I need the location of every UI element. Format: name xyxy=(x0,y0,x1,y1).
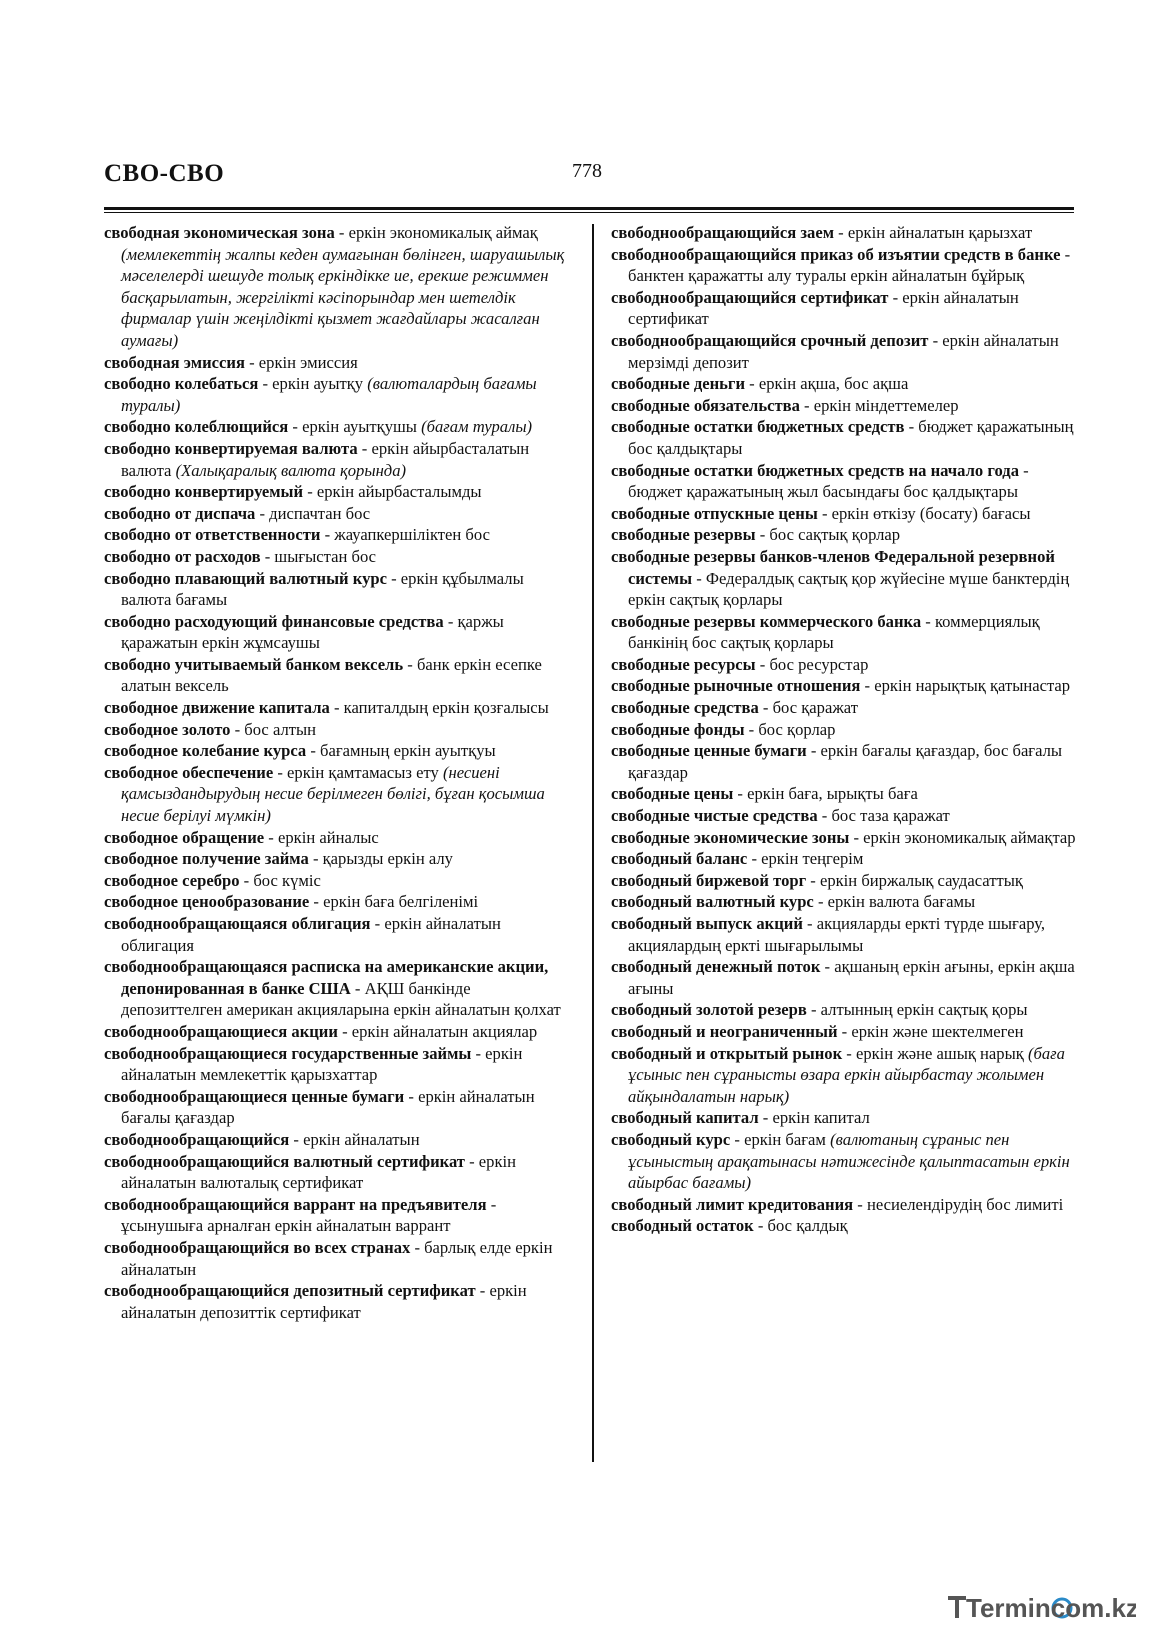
dictionary-entry xyxy=(104,913,572,956)
dictionary-entry xyxy=(611,1043,1079,1108)
entry-definition: - еркін айналатын қарызхат xyxy=(834,223,1033,242)
entry-definition: - ақшаның еркін ағыны, еркін ақша ағыны xyxy=(628,957,1075,998)
entry-term: свободный и открытый рынок xyxy=(611,1043,843,1063)
entry-term: свободно расходующий финансовые средства xyxy=(104,611,444,631)
dictionary-entry xyxy=(611,913,1079,956)
dictionary-entry xyxy=(104,697,572,719)
entry-definition: - еркін міндеттемелер xyxy=(799,395,959,415)
entry-definition: - еркін капитал xyxy=(758,1108,870,1128)
page-header-section: СВО-СВО xyxy=(104,160,225,187)
entry-definition: - еркін айырбасталатын валюта xyxy=(121,438,530,480)
entry-definition: - еркін айналыс xyxy=(264,827,379,847)
entry-definition: - еркін айналатын сертификат xyxy=(628,287,1019,329)
entry-term: свободные ценные бумаги xyxy=(611,741,807,761)
entry-term: свободнообращающийся заем xyxy=(611,223,835,242)
entry-definition: - еркін ауытқушы xyxy=(288,417,422,437)
entry-term: свободно от диспача xyxy=(104,503,256,523)
entry-term: свободный валютный курс xyxy=(611,892,814,912)
dictionary-entry xyxy=(104,740,572,762)
entry-definition: - банк еркін есепке алатын вексель xyxy=(121,654,542,696)
dictionary-entry xyxy=(611,783,1079,805)
column-divider xyxy=(592,224,594,1462)
entry-term: свободный золотой резерв xyxy=(611,1000,807,1020)
dictionary-entry xyxy=(611,1021,1079,1043)
entry-term: свободное обеспечение xyxy=(104,762,274,782)
dictionary-entry xyxy=(611,827,1079,849)
dictionary-entry xyxy=(104,870,572,892)
dictionary-entry xyxy=(104,762,572,827)
entry-definition: - шығыстан бос xyxy=(260,546,377,566)
entry-term: свободнообращающиеся ценные бумаги xyxy=(104,1086,405,1106)
entry-definition: - қаржы қаражатын еркін жұмсаушы xyxy=(121,611,504,653)
dictionary-entry xyxy=(611,373,1079,395)
entry-term: свободные фонды xyxy=(611,719,745,739)
dictionary-entry xyxy=(611,848,1079,870)
entry-term: свободнообращающаяся расписка на американские акции, депонированная в банке США xyxy=(104,957,549,998)
entry-definition: - бюджет қаражатының жыл басындағы бос қалдықтары xyxy=(628,460,1029,502)
dictionary-entry xyxy=(104,352,572,374)
dictionary-entry xyxy=(104,1151,572,1194)
dictionary-entry xyxy=(611,891,1079,913)
entry-term: свободный денежный поток xyxy=(611,957,821,977)
entry-term: свободно колебаться xyxy=(104,374,259,394)
entry-term: свободные резервы банков-членов Федеральной резервной системы xyxy=(611,546,1055,588)
entry-definition: - акцияларды еркті түрде шығару, акциялардың еркті шығарылымы xyxy=(628,914,1046,955)
entry-definition: - диспачтан бос xyxy=(255,503,371,523)
dictionary-entry xyxy=(104,438,572,481)
entry-definition: - бос қаражат xyxy=(758,698,858,718)
entry-definition: - еркін валюта бағамы xyxy=(813,892,976,912)
entry-definition: - еркін айналатын депозиттік сертификат xyxy=(121,1281,527,1322)
dictionary-entry xyxy=(611,395,1079,417)
entry-definition: - бос қалдық xyxy=(753,1216,848,1236)
entry-definition: - коммерциялық банкінің бос сақтық қорлары xyxy=(628,611,1040,653)
entry-definition: - еркін бағалы қағаздар, бос бағалы қағаздар xyxy=(628,741,1063,782)
dictionary-entry xyxy=(104,546,572,568)
entry-note: (валюталардың бағамы туралы) xyxy=(121,374,537,415)
entry-term: свободнообращающаяся облигация xyxy=(104,914,371,933)
entry-term: свободное ценообразование xyxy=(104,892,310,912)
entry-term: свободнообращающийся сертификат xyxy=(611,287,889,307)
dictionary-entry xyxy=(611,805,1079,827)
entry-definition: - еркін ақша, бос ақша xyxy=(745,374,909,394)
dictionary-entry xyxy=(611,244,1079,287)
dictionary-entry xyxy=(104,827,572,849)
dictionary-entry xyxy=(611,330,1079,373)
dictionary-entry xyxy=(104,611,572,654)
entry-term: свободный выпуск акций xyxy=(611,914,803,933)
entry-term: свободнообращающийся депозитный сертификат xyxy=(104,1281,476,1301)
entry-term: свободный биржевой торг xyxy=(611,870,807,890)
entry-term: свободное золото xyxy=(104,719,231,739)
entry-term: свободные чистые средства xyxy=(611,806,818,826)
entry-term: свободнообращающийся во всех странах xyxy=(104,1237,411,1257)
entry-definition: - еркін құбылмалы валюта бағамы xyxy=(121,568,524,610)
entry-definition: - банктен қаражатты алу туралы еркін айналатын бұйрық xyxy=(628,244,1071,286)
dictionary-entry xyxy=(611,956,1079,999)
entry-term: свободный капитал xyxy=(611,1108,759,1128)
entry-term: свободнообращающийся приказ об изъятии средств в банке xyxy=(611,244,1061,264)
entry-definition: - еркін баға белгіленімі xyxy=(309,892,479,912)
dictionary-entry xyxy=(611,524,1079,546)
dictionary-entry xyxy=(104,1194,572,1237)
entry-definition: - еркін экономикалық аймақтар xyxy=(849,827,1076,847)
entry-term: свободная эмиссия xyxy=(104,352,245,372)
entry-definition: - еркін баға, ырықты баға xyxy=(733,784,918,804)
entry-term: свободно колеблющийся xyxy=(104,417,289,437)
dictionary-entry xyxy=(104,654,572,697)
right-column xyxy=(611,222,1079,1237)
dictionary-entry xyxy=(104,1129,572,1151)
header-rule-thin xyxy=(104,212,1074,213)
entry-definition: - еркін қамтамасыз ету xyxy=(273,762,443,782)
entry-term: свободный лимит кредитования xyxy=(611,1194,854,1214)
entry-definition: - еркін айналатын облигация xyxy=(121,914,501,955)
entry-definition: - еркін айналатын бағалы қағаздар xyxy=(121,1086,535,1128)
dictionary-entry xyxy=(104,956,572,1021)
dictionary-entry xyxy=(611,870,1079,892)
entry-term: свободнообращающиеся акции xyxy=(104,1021,338,1041)
entry-definition: - бюджет қаражатының бос қалдықтары xyxy=(628,417,1074,458)
entry-term: свободнообращающийся валютный сертификат xyxy=(104,1151,465,1171)
entry-definition: - бос алтын xyxy=(230,719,317,739)
dictionary-entry xyxy=(611,1129,1079,1194)
entry-term: свободный баланс xyxy=(611,849,748,869)
entry-definition: - еркін айналатын акциялар xyxy=(337,1021,538,1041)
dictionary-entry xyxy=(104,848,572,870)
logo-mark xyxy=(946,1588,1136,1628)
entry-definition: - Федералдық сақтық қор жүйесіне мүше банктердің еркін сақтық қорлары xyxy=(628,568,1070,610)
entry-definition: - еркін айналатын мерзімді депозит xyxy=(628,330,1059,372)
entry-definition: - жауапкершіліктен бос xyxy=(320,525,490,545)
left-column xyxy=(104,222,572,1323)
entry-definition: - барлық елде еркін айналатын xyxy=(121,1237,553,1279)
entry-definition: - еркін экономикалық аймақ xyxy=(334,223,538,242)
dictionary-entry xyxy=(611,697,1079,719)
dictionary-entry xyxy=(611,654,1079,676)
entry-definition: - еркін өткізу (босату) бағасы xyxy=(817,503,1031,523)
entry-definition: - ұсынушыға арналған еркін айналатын варрант xyxy=(121,1194,497,1236)
entry-term: свободные деньги xyxy=(611,374,746,394)
entry-note: (мемлекеттің жалпы кеден аумағынан бөлінген, шаруашылық мәселелерді шешуде толық еркіндікке ие, ерекше режиммен басқарылатын, жергілікті кәсіпорындар мен шетелдік фирмалар үшін жеңілдікті қызмет жағдайлары жасалған аумағы) xyxy=(121,244,565,350)
entry-note: (баға ұсыныс пен сұранысты өзара еркін айырбастау жолымен айқындалатын нарық) xyxy=(628,1043,1065,1106)
entry-term: свободные остатки бюджетных средств xyxy=(611,417,905,437)
entry-term: свободно от ответственности xyxy=(104,525,321,545)
entry-definition: - еркін айналатын xyxy=(289,1129,420,1149)
entry-definition: - алтынның еркін сақтық қоры xyxy=(806,1000,1028,1020)
entry-term: свободно плавающий валютный курс xyxy=(104,568,387,588)
entry-term: свободные обязательства xyxy=(611,395,800,415)
entry-definition: - бос күміс xyxy=(239,870,321,890)
entry-definition: - бос ресурстар xyxy=(755,654,869,674)
entry-term: свободные рыночные отношения xyxy=(611,676,861,696)
entry-term: свободное движение капитала xyxy=(104,698,330,718)
entry-term: свободнообращающийся xyxy=(104,1129,290,1149)
entry-term: свободнообращающийся варрант на предъявителя xyxy=(104,1194,487,1214)
entry-term: свободный курс xyxy=(611,1129,731,1149)
dictionary-entry xyxy=(611,740,1079,783)
entry-definition: - бағамның еркін ауытқуы xyxy=(306,741,496,761)
watermark-text: Termincom.kz xyxy=(966,1593,1136,1623)
page-number: 778 xyxy=(572,160,602,182)
dictionary-entry xyxy=(104,222,572,352)
entry-definition: - еркін бағам xyxy=(730,1129,831,1149)
entry-term: свободные отпускные цены xyxy=(611,503,818,523)
entry-term: свободные резервы коммерческого банка xyxy=(611,611,922,631)
entry-definition: - еркін эмиссия xyxy=(244,352,358,372)
entry-term: свободные средства xyxy=(611,698,759,718)
entry-term: свободно учитываемый банком вексель xyxy=(104,654,404,674)
entry-term: свободные резервы xyxy=(611,525,756,545)
dictionary-entry xyxy=(104,416,572,438)
dictionary-entry xyxy=(104,719,572,741)
dictionary-entry xyxy=(104,503,572,525)
entry-term: свободные ресурсы xyxy=(611,654,756,674)
entry-term: свободное серебро xyxy=(104,870,240,890)
entry-term: свободное обращение xyxy=(104,827,265,847)
dictionary-entry xyxy=(611,460,1079,503)
dictionary-entry xyxy=(104,1280,572,1323)
entry-definition: - капиталдың еркін қозғалысы xyxy=(329,698,549,718)
dictionary-entry xyxy=(104,1043,572,1086)
dictionary-entry xyxy=(611,611,1079,654)
entry-note: (Халықаралық валюта қорында) xyxy=(175,460,407,480)
dictionary-entry xyxy=(611,287,1079,330)
entry-definition: - еркін биржалық саудасаттық xyxy=(806,870,1023,890)
entry-definition: - еркін ауытқу xyxy=(258,374,368,394)
dictionary-entry xyxy=(104,1086,572,1129)
entry-term: свободное колебание курса xyxy=(104,741,307,761)
dictionary-entry xyxy=(104,568,572,611)
entry-note: (валютаның сұраныс пен ұсыныстың арақатынасы нәтижесінде қалыптасатын еркін айырбас бағамы) xyxy=(628,1129,1070,1193)
entry-definition: - бос қорлар xyxy=(744,719,836,739)
entry-note: (несиені қамсыздандырудың несие берілмеген бөлігі, бұған қосымша несие берілуі мүмкін) xyxy=(121,762,545,826)
dictionary-entry xyxy=(611,503,1079,525)
dictionary-entry xyxy=(104,891,572,913)
entry-term: свободные цены xyxy=(611,784,734,804)
entry-term: свободная экономическая зона xyxy=(104,223,335,242)
dictionary-entry xyxy=(611,1107,1079,1129)
dictionary-entry xyxy=(611,999,1079,1021)
dictionary-entry xyxy=(611,416,1079,459)
dictionary-entry xyxy=(611,546,1079,611)
entry-term: свободное получение займа xyxy=(104,849,309,869)
entry-term: свободно от расходов xyxy=(104,546,261,566)
entry-definition: - еркін айналатын мемлекеттік қарызхаттар xyxy=(121,1043,523,1085)
entry-definition: - бос сақтық қорлар xyxy=(755,525,901,545)
entry-definition: - еркін және ашық нарық xyxy=(842,1043,1028,1063)
entry-definition: - бос таза қаражат xyxy=(817,806,950,826)
entry-term: свободный и неограниченный xyxy=(611,1021,838,1041)
entry-definition: - қарызды еркін алу xyxy=(308,849,453,869)
header-rule xyxy=(104,207,1074,210)
entry-definition: - еркін айырбасталымды xyxy=(303,482,482,502)
dictionary-entry xyxy=(104,524,572,546)
entry-note: (бағам туралы) xyxy=(421,417,533,437)
entry-definition: - несиелендірудің бос лимиті xyxy=(853,1194,1064,1214)
entry-term: свободнообращающиеся государственные займы xyxy=(104,1043,472,1063)
entry-definition: - еркін нарықтық қатынастар xyxy=(860,676,1071,696)
entry-definition: - еркін және шектелмеген xyxy=(837,1021,1024,1041)
dictionary-entry xyxy=(611,675,1079,697)
dictionary-entry xyxy=(104,481,572,503)
entry-term: свободно конвертируемый xyxy=(104,482,304,502)
entry-term: свободнообращающийся срочный депозит xyxy=(611,330,929,350)
entry-term: свободный остаток xyxy=(611,1216,754,1236)
dictionary-entry xyxy=(104,373,572,416)
entry-definition: - АҚШ банкінде депозиттелген американ акцияларына еркін айналатын қолхат xyxy=(121,978,561,1020)
watermark-logo xyxy=(946,1588,1136,1628)
entry-term: свободные остатки бюджетных средств на начало года xyxy=(611,460,1019,480)
dictionary-entry xyxy=(611,1194,1079,1216)
dictionary-entry xyxy=(104,1021,572,1043)
entry-definition: - еркін айналатын валюталық сертификат xyxy=(121,1151,517,1193)
dictionary-entry xyxy=(611,719,1079,741)
dictionary-entry xyxy=(611,1215,1079,1237)
dictionary-entry xyxy=(104,1237,572,1280)
entry-definition: - еркін теңгерім xyxy=(747,849,864,869)
entry-term: свободно конвертируемая валюта xyxy=(104,438,358,458)
dictionary-entry xyxy=(611,222,1079,244)
entry-term: свободные экономические зоны xyxy=(611,827,850,847)
